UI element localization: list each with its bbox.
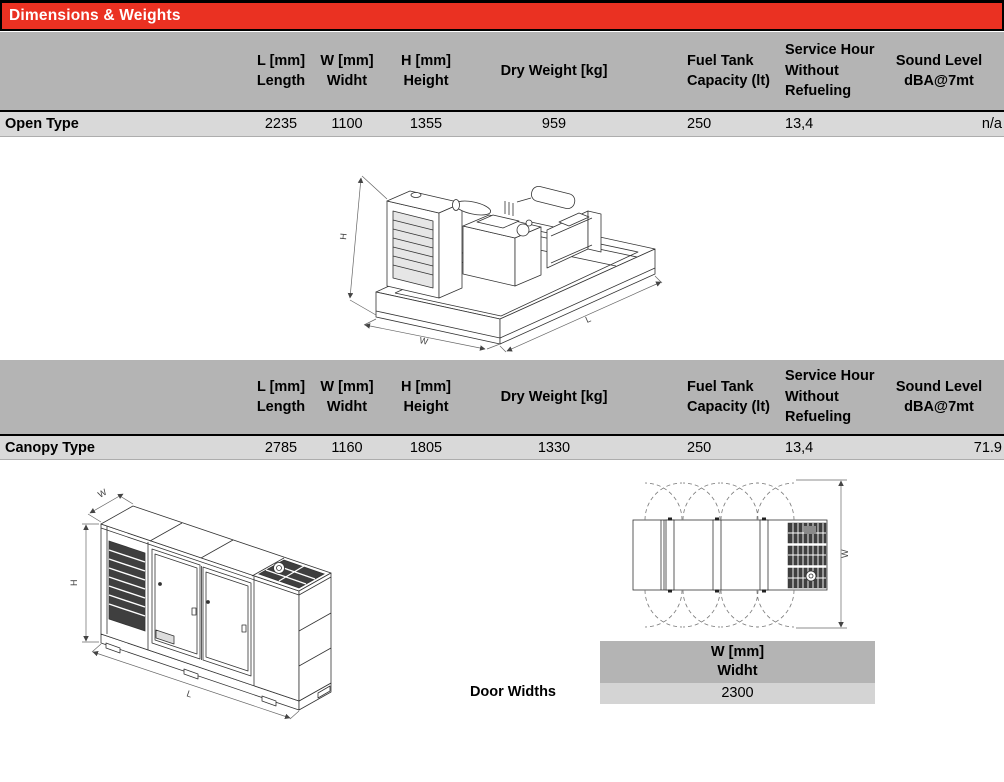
door-widths-label: Door Widths [469,684,556,700]
header-height: H [mm] Height [401,378,451,415]
header-fuel-tank: Fuel Tank Capacity (lt) [687,52,770,89]
canopy-type-dry-weight: 1330 [537,439,571,456]
header-service-hour: Service Hour Without Refueling [785,42,875,100]
section-title-bar [0,0,1004,31]
header-dry-weight: Dry Weight [kg] [500,62,608,79]
open-type-label: Open Type [5,116,79,132]
open-type-service-hours: 13,4 [785,116,814,132]
open-type-table-header [0,32,1004,110]
canopy-type-length: 2785 [264,439,298,456]
open-genset-radiator [387,191,462,298]
canopy-type-service-hours: 13,4 [785,439,814,456]
canopy-type-table-header [0,360,1004,434]
header-service-hour: Service Hour Without Refueling [785,368,875,426]
canopy-dim-h-label: H [69,579,79,586]
header-sound-level: Sound Level dBA@7mt [895,378,983,415]
door-widths-value: 2300 [600,683,875,704]
header-width: W [mm] Widht [320,378,374,415]
header-height: H [mm] Height [401,52,451,89]
open-type-dry-weight: 959 [541,116,567,132]
open-dim-w-label: W [418,335,429,347]
open-type-height: 1355 [409,116,443,132]
open-dim-h-label: H [338,232,349,241]
canopy-type-fuel-capacity: 250 [687,439,712,456]
header-fuel-tank: Fuel Tank Capacity (lt) [687,378,770,415]
canopy-dim-l-label: L [185,688,194,700]
canopy-drawing [56,456,340,724]
open-type-length: 2235 [264,116,298,132]
canopy-type-sound-level: 71.9 [973,439,1002,456]
open-type-sound-level: n/a [981,116,1002,132]
header-dry-weight: Dry Weight [kg] [500,388,608,405]
canopy-type-label: Canopy Type [5,439,95,456]
canopy-top-view-drawing [598,466,854,642]
topview-grille [788,523,826,588]
header-length: L [mm] Length [256,378,306,415]
canopy-type-width: 1160 [331,439,363,456]
canopy-louvre-vent [109,541,145,631]
header-length: L [mm] Length [256,52,306,89]
canopy-type-height: 1805 [409,439,443,456]
open-dim-l-label: L [583,313,593,325]
open-type-width: 1100 [331,116,363,132]
canopy-dim-w-label: W [96,486,109,500]
open-type-row [0,110,1004,137]
header-width: W [mm] Widht [320,52,374,89]
door-widths-header: W [mm] Widht [600,641,875,683]
header-sound-level: Sound Level dBA@7mt [895,52,983,89]
section-title: Dimensions & Weights [9,7,181,24]
topview-dim-w-label: W [840,549,850,558]
open-type-drawing [335,136,670,354]
open-type-fuel-capacity: 250 [687,116,712,132]
